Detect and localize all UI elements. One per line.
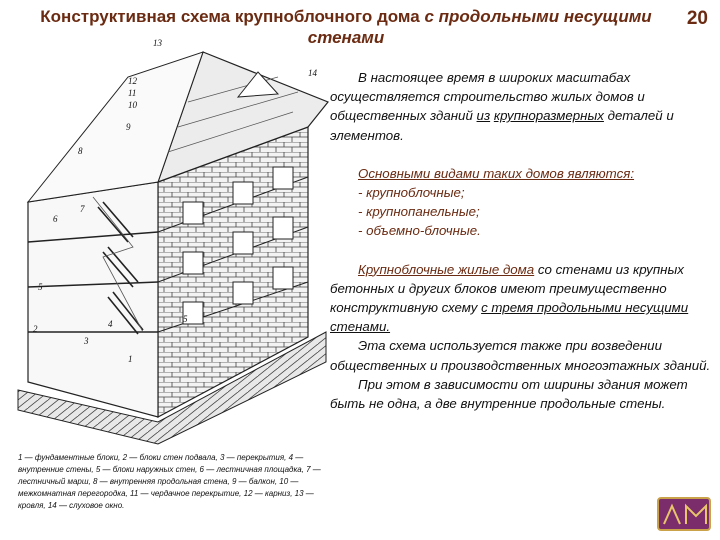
building-diagram	[8, 32, 330, 450]
paragraph-3: Крупноблочные жилые дома со стенами из крупных бетонных и других блоков имеют преимущественно конструктивную схему с тремя продольными несущими стенами.	[330, 261, 689, 335]
list-item: - крупноблочные;	[358, 185, 465, 201]
label-6: 6	[53, 214, 58, 224]
paragraph-1: В настоящее время в широких масштабах осуществляется строительство жилых домов и общественных зданий из крупноразмерных деталей и элементов.	[330, 70, 674, 143]
list-item: - объемно-блочные.	[358, 223, 481, 239]
title-part-2: с продольными несущими стенами	[307, 7, 652, 47]
label-13: 13	[153, 38, 162, 48]
label-4: 4	[108, 319, 113, 329]
body-text	[330, 68, 712, 413]
label-10: 10	[128, 100, 137, 110]
paragraph-2: Основными видами таких домов являются:	[358, 165, 635, 181]
label-1: 1	[128, 354, 133, 364]
slide-number: 20	[686, 8, 708, 29]
logo-icon	[656, 494, 712, 534]
list-item: - крупнопанельные;	[358, 204, 480, 220]
label-8: 8	[78, 146, 83, 156]
label-5b: 5	[183, 314, 188, 324]
label-9: 9	[126, 122, 131, 132]
section-wall	[28, 182, 158, 417]
label-12: 12	[128, 76, 137, 86]
paragraph-4: Эта схема используется также при возведении общественных и производственных многоэтажных зданий.	[330, 338, 711, 373]
label-14: 14	[308, 68, 317, 78]
title-part-1: Конструктивная схема крупноблочного дома	[40, 7, 425, 26]
figure-caption: 1 — фундаментные блоки, 2 — блоки стен подвала, 3 — перекрытия, 4 — внутренние стены, 5 — блоки наружных стен, 6 — лестничная площадка, 7 — лестничный марш, 8 — внутренняя продольная стена, 9 — балкон, 10 — межкомнатная перегородка, 11 — чердачное перекрытие, 12 — карниз, 13 — кровля, 14 — слуховое окно.	[18, 453, 321, 510]
label-11: 11	[128, 88, 137, 98]
paragraph-5: При этом в зависимости от ширины здания может быть не одна, а две внутренние продольные стены.	[330, 376, 688, 412]
label-2: 2	[33, 324, 38, 334]
label-3: 3	[84, 336, 89, 346]
label-5: 5	[38, 282, 43, 292]
label-7: 7	[80, 204, 85, 214]
